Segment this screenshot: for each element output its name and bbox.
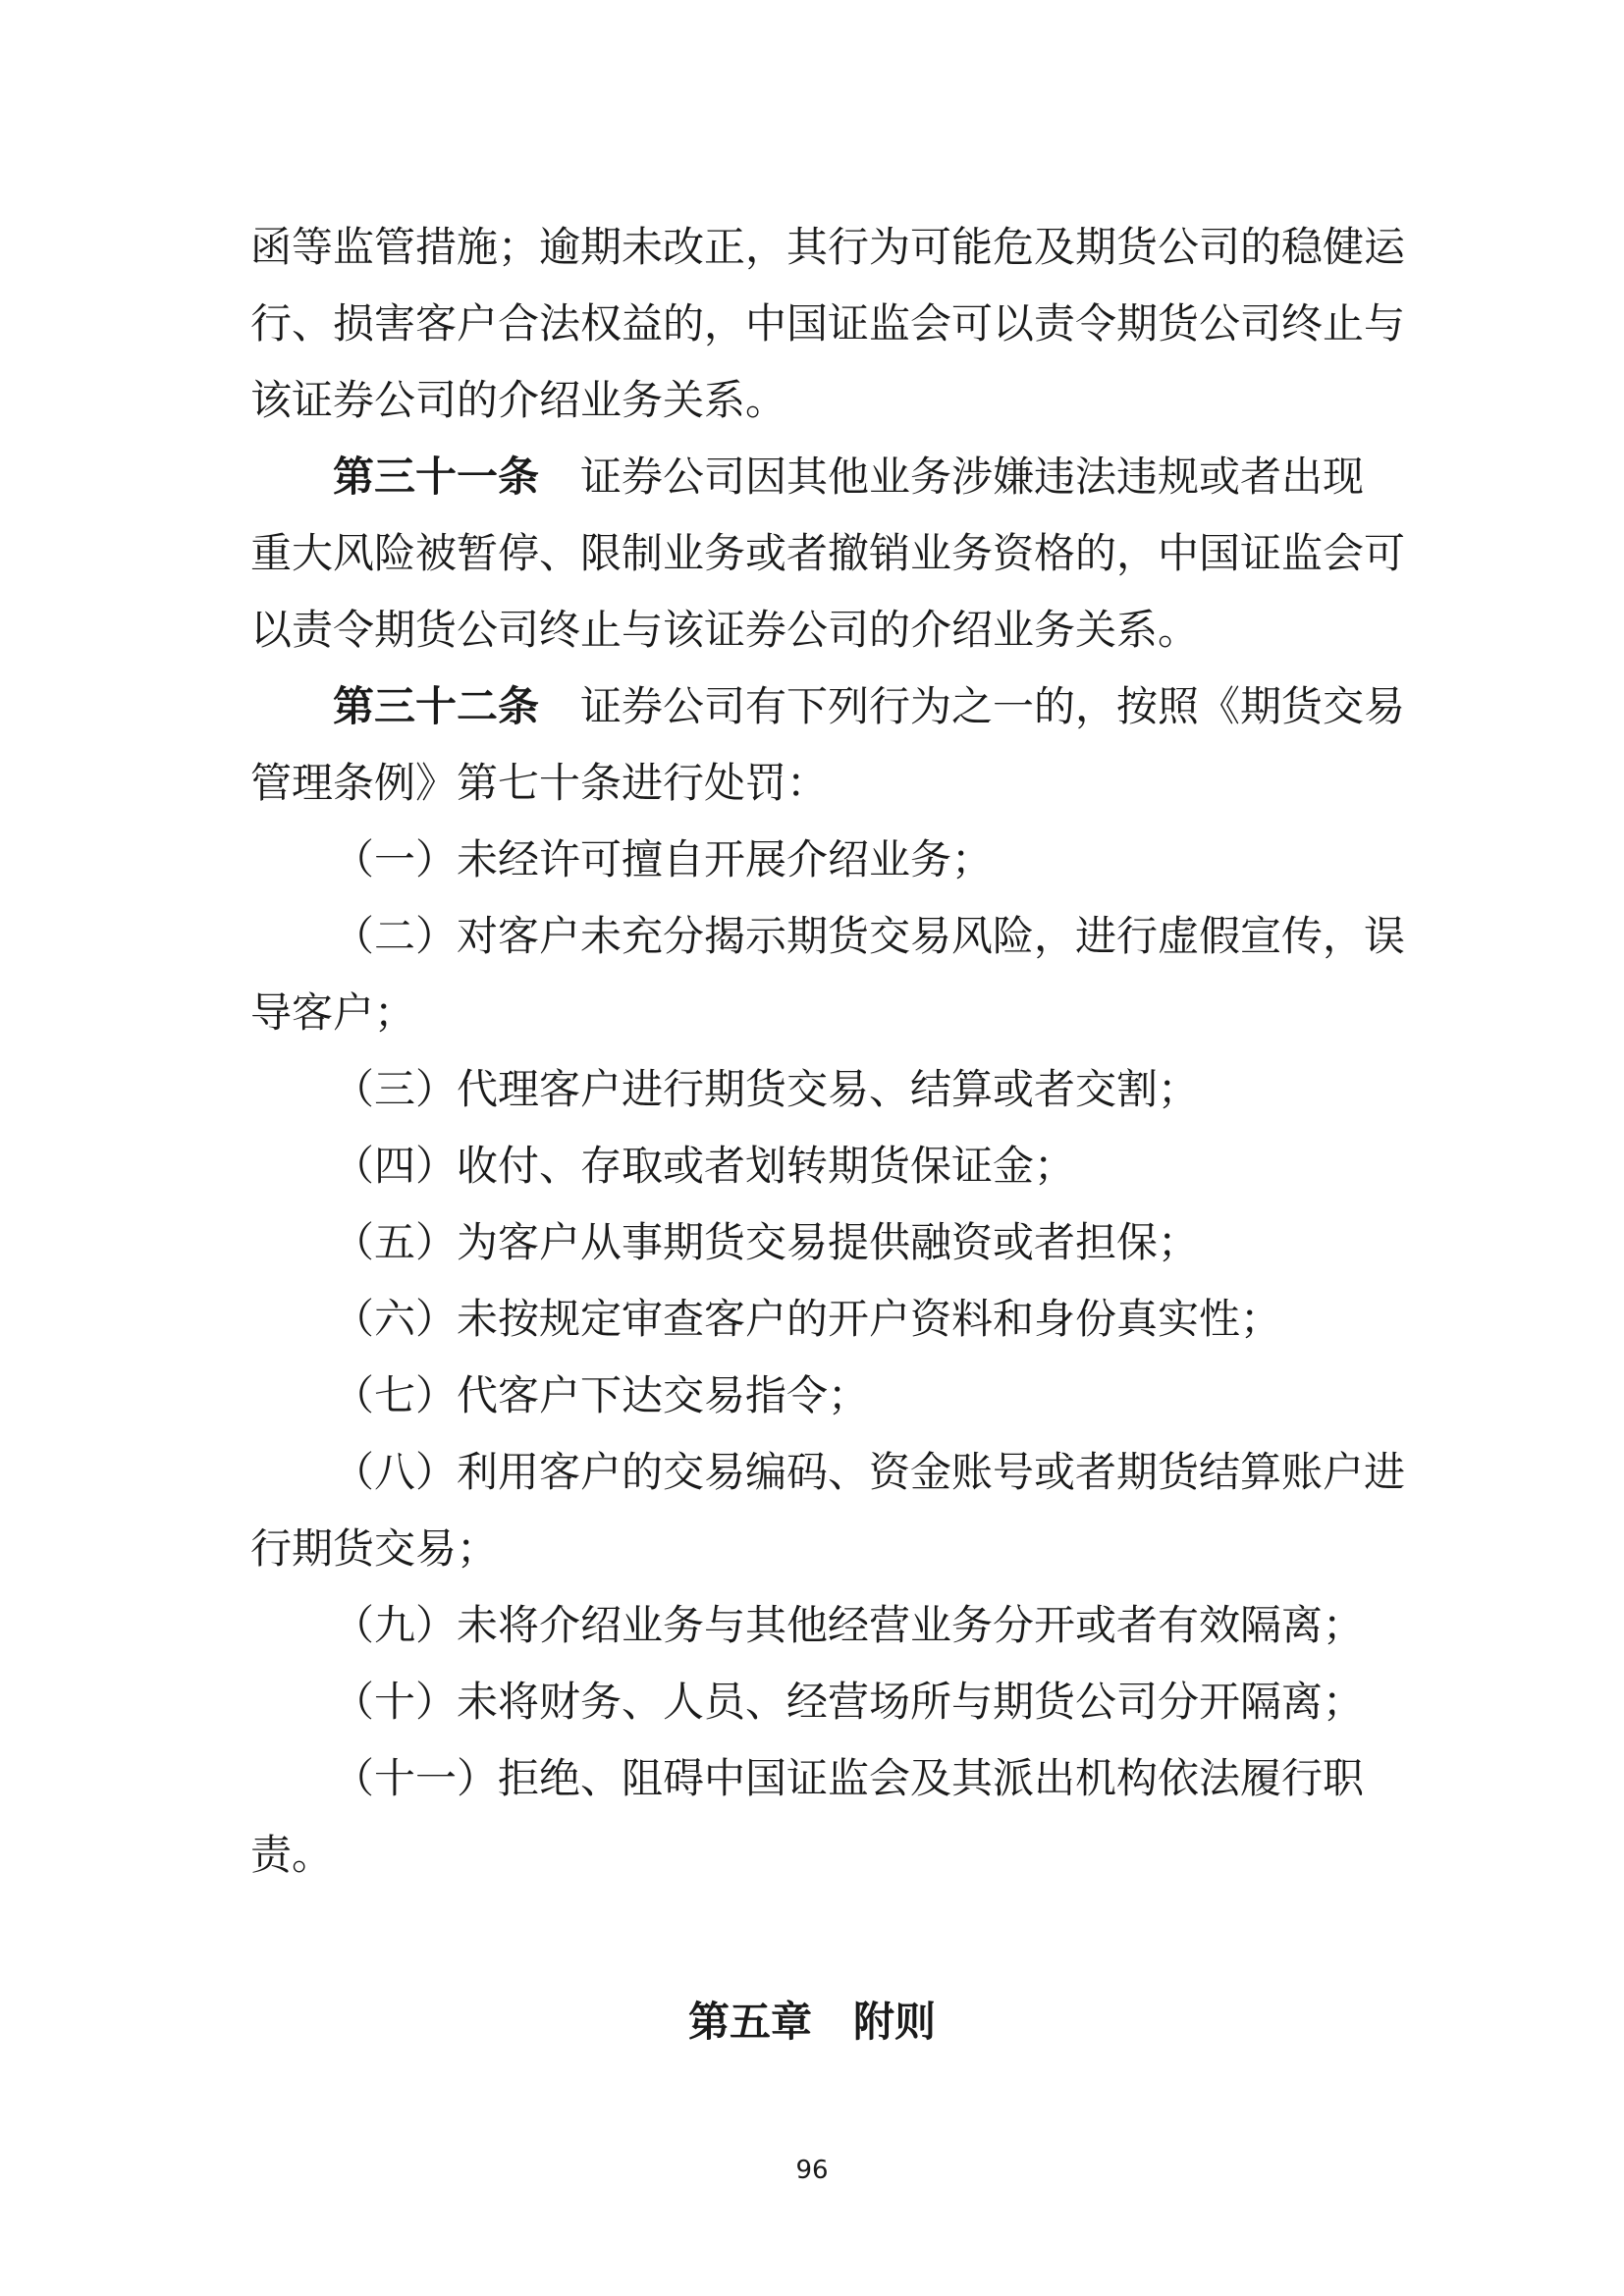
article-31-first-line: [333, 454, 1364, 501]
article-31-title: 第三十一条: [333, 453, 540, 501]
list-item: （九）未将介绍业务与其他经营业务分开或者有效隔离；: [333, 1601, 1365, 1649]
list-item: （十）未将财务、人员、经营场所与期货公司分开隔离；: [333, 1678, 1365, 1726]
paragraph-line: 函等监管措施；逾期未改正，其行为可能危及期货公司的稳健运: [250, 223, 1406, 271]
article-32-title: 第三十二条: [333, 682, 540, 730]
paragraph-line: 行、损害客户合法权益的，中国证监会可以责令期货公司终止与: [250, 299, 1406, 347]
list-item-continuation: 责。: [250, 1831, 334, 1879]
article-32-text: 证券公司有下列行为之一的，按照《期货交易: [580, 682, 1406, 730]
list-item: （六）未按规定审查客户的开户资料和身份真实性；: [333, 1295, 1282, 1343]
list-item: （一）未经许可擅自开展介绍业务；: [333, 835, 994, 883]
article-31-text: 证券公司因其他业务涉嫌违法违规或者出现: [580, 453, 1365, 501]
list-item: （七）代客户下达交易指令；: [333, 1371, 870, 1419]
list-item-continuation: 导客户；: [250, 988, 416, 1037]
list-item-continuation: 行期货交易；: [250, 1524, 499, 1573]
list-item: （四）收付、存取或者划转期货保证金；: [333, 1142, 1076, 1190]
chapter-title: 附则: [853, 1998, 937, 2046]
list-item: （二）对客户未充分揭示期货交易风险，进行虚假宣传，误: [333, 912, 1406, 960]
paragraph-line: 以责令期货公司终止与该证券公司的介绍业务关系。: [250, 606, 1200, 654]
list-item: （八）利用客户的交易编码、资金账号或者期货结算账户进: [333, 1448, 1406, 1496]
list-item: （三）代理客户进行期货交易、结算或者交割；: [333, 1065, 1200, 1113]
paragraph-line: 重大风险被暂停、限制业务或者撤销业务资格的，中国证监会可: [250, 529, 1406, 577]
paragraph-line: 管理条例》第七十条进行处罚：: [250, 759, 829, 807]
chapter-heading: [0, 1999, 1624, 2046]
list-item: （五）为客户从事期货交易提供融资或者担保；: [333, 1218, 1200, 1266]
list-item: （十一）拒绝、阻碍中国证监会及其派出机构依法履行职: [333, 1754, 1365, 1802]
article-32-first-line: [333, 683, 1405, 730]
chapter-number: 第五章: [687, 1998, 812, 2046]
paragraph-line: 该证券公司的介绍业务关系。: [250, 376, 787, 424]
page-number: 96: [795, 2156, 829, 2185]
